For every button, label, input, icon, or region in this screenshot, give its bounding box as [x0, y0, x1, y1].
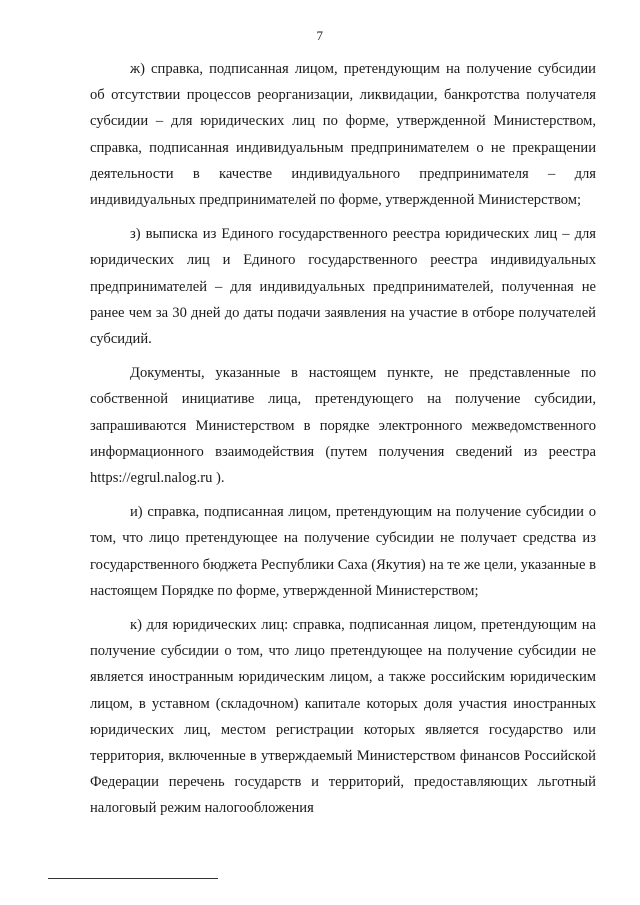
paragraph-documents-requested-by-ministry: Документы, указанные в настоящем пункте, не представленные по собственной инициативе лица, претендующего на получение субсидии, запрашиваются Министерством в порядке электронного межведомственного информационного взаимодействия (путем получения сведений из реестра https://egrul.nalog.ru ). [90, 365, 596, 487]
paragraph-k-certificate-not-foreign-entity: к) для юридических лиц: справка, подписанная лицом, претендующим на получение субсидии о том, что лицо претендующее на получение субсидии не является иностранным юридическим лицом, а также российским юридическим лицом, в уставном (складочном) капитале которых доля участия иностранных юридических лиц, местом регистрации которых является государство или территория, включенные в утверждаемый Министерством финансов Российской Федерации перечень государств и территорий, предоставляющих льготный налоговый режим налогообложения [90, 617, 596, 817]
page-number: 7 [316, 28, 324, 43]
paragraph-zh-certificate-no-reorganization: ж) справка, подписанная лицом, претендующим на получение субсидии об отсутствии процессов реорганизации, ликвидации, банкротства получателя субсидии – для юридических лиц по форме, утвержденной Министерством, справка, подписанная индивидуальным предпринимателем о не прекращении деятельности в качестве индивидуального предпринимателя – для индивидуальных предпринимателей по форме, утвержденной Министерством; [90, 61, 596, 209]
document-body [90, 56, 596, 822]
paragraph-z-registry-extract: з) выписка из Единого государственного реестра юридических лиц – для юридических лиц и Единого государственного реестра индивидуальных предпринимателей – для индивидуальных предпринимателей, полученная не ранее чем за 30 дней до даты подачи заявления на участие в отборе получателей субсидий. [90, 226, 596, 348]
footnote-divider [48, 878, 218, 879]
paragraph-i-certificate-no-budget-funds: и) справка, подписанная лицом, претендующим на получение субсидии о том, что лицо претендующее на получение субсидии не получает средства из государственного бюджета Республики Саха (Якутия) на те же цели, указанные в настоящем Порядке по форме, утвержденной Министерством; [90, 504, 596, 599]
